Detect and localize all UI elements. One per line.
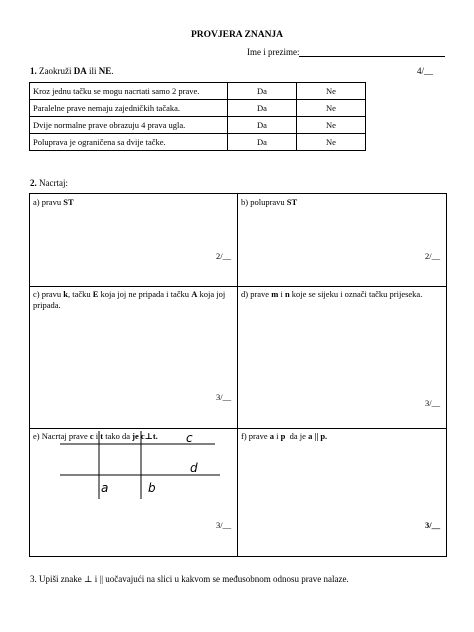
answer-ne[interactable]: Ne [297,117,366,134]
task-a-score: 2/__ [216,251,232,261]
answer-ne[interactable]: Ne [297,83,366,100]
statement: Polupravа je ograničena sa dvije tačke. [30,134,228,151]
drawing-area-f[interactable] [238,446,446,556]
name-field [247,47,445,57]
task-d-score: 3/__ [425,398,441,408]
label-a: a [101,481,109,495]
task-b-score: 2/__ [425,251,441,261]
label-d: d [190,461,198,475]
answer-da[interactable]: Da [228,117,297,134]
true-false-table [29,82,366,151]
task-c: c) pravu k, tačku E koja joj ne pripada i tačku A koja joj pripada. [33,289,226,310]
drawing-area-d[interactable] [238,304,446,427]
answer-ne[interactable]: Ne [297,100,366,117]
task-d: d) prave m i n koje se sijeku i označi tačku prijeseka. [241,289,423,299]
answer-da[interactable]: Da [228,83,297,100]
drawing-area-b[interactable] [238,208,446,286]
answer-da[interactable]: Da [228,134,297,151]
statement: Paralelne prave nemaju zajedničkih tačaka. [30,100,228,117]
table-row [30,117,366,134]
answer-da[interactable]: Da [228,100,297,117]
figure-e [30,429,237,509]
statement: Dvije normalne prave obrazuju 4 prava ugla. [30,117,228,134]
question-1-score: 4/__ [417,66,434,76]
answer-ne[interactable]: Ne [297,134,366,151]
drawing-area-a[interactable] [30,208,237,286]
name-line[interactable] [299,47,445,57]
page-title: PROVJERA ZNANJA [190,30,284,40]
drawing-grid [29,193,447,557]
grid-divider [30,286,446,287]
drawing-area-c[interactable] [30,319,237,427]
task-b: b) polupravu ST [241,197,298,207]
task-f: f) prave a i p da je a || p. [241,431,328,441]
task-a: a) pravu ST [33,197,74,207]
name-label: Ime i prezime: [247,47,300,57]
table-row [30,83,366,100]
question-3: 3. Upiši znake ⊥ i || uočavajući na slici u kakvom se međusobnom odnosu prave nalaze. [30,574,349,584]
task-e: e) Nacrtaj prave c i t tako da je c⊥t. [33,431,158,441]
question-1-heading: 1. Zaokruži DA ili NE. [30,66,114,76]
label-c: c [186,431,193,445]
task-e-score: 3/__ [216,520,232,530]
statement: Kroz jednu tačku se mogu nacrtati samo 2 prave. [30,83,228,100]
table-row [30,134,366,151]
table-row [30,100,366,117]
task-c-score: 3/__ [216,392,232,402]
task-f-score: 3/__ [425,520,441,530]
question-2-heading: 2. Nacrtaj: [30,178,68,188]
label-b: b [148,481,156,495]
